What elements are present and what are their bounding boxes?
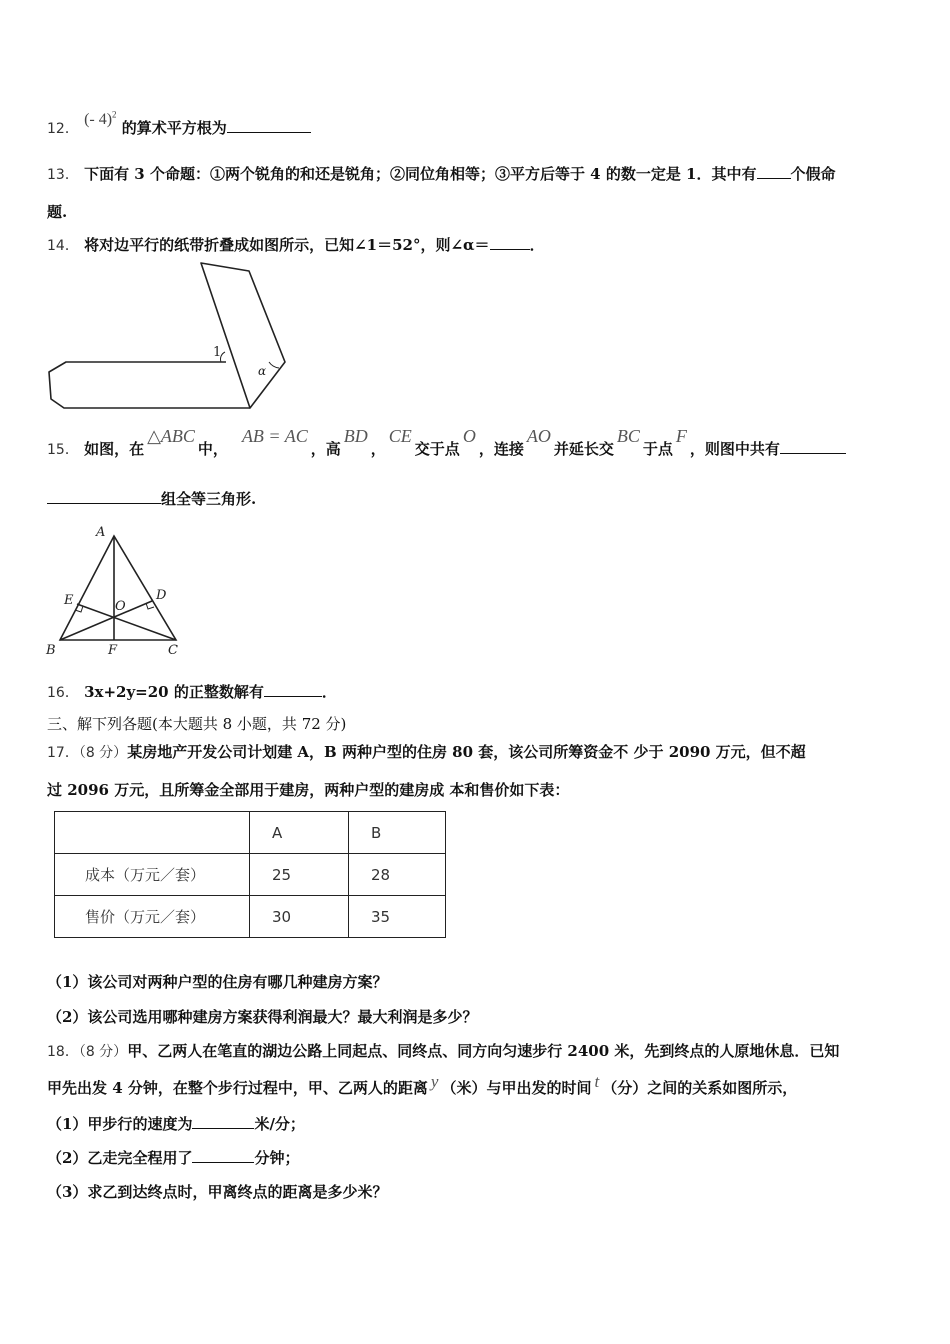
- q15-label-b: B: [46, 643, 56, 658]
- q18-sub1-text: （1）甲步行的速度为: [47, 1115, 193, 1133]
- q14-end: ．: [529, 236, 545, 254]
- q17-sub2: （2）该公司选用哪种建房方案获得利润最大？最大利润是多少？: [47, 1008, 478, 1026]
- table-header-cell: [55, 812, 250, 854]
- q17-line1: 某房地产开发公司计划建 A，B 两种户型的住房 80 套，该公司所筹资金不 少于 2090 万元，但不超: [127, 743, 806, 761]
- q15-answer-blank-2: [47, 489, 161, 504]
- q16-end: ．: [321, 683, 337, 701]
- q18-sub2-text: （2）乙走完全程用了: [47, 1149, 193, 1167]
- q18-score: （8 分）: [78, 1044, 128, 1060]
- q14-angle-alpha-label: α: [258, 364, 267, 378]
- q18-var-t: t: [594, 1072, 600, 1091]
- q15-text: 并延长交: [553, 440, 614, 458]
- question-14: [47, 234, 545, 255]
- q14-number: 14．: [47, 238, 79, 254]
- q15-number: 15．: [47, 442, 79, 458]
- q16-answer-blank: [264, 682, 322, 697]
- q12-number: 12．: [47, 121, 79, 137]
- q15-math-ce: CE: [388, 426, 412, 446]
- q15-triangle-figure: [40, 520, 200, 660]
- q18-sub2: [47, 1147, 299, 1168]
- q15-text: 中，: [197, 440, 228, 458]
- q15-text: 于点: [642, 440, 673, 458]
- q12-text: 的算术平方根为: [121, 119, 227, 137]
- table-row: [55, 854, 446, 896]
- question-17: [47, 741, 806, 762]
- q15-text: ，高: [310, 440, 341, 458]
- q15-math-o: O: [462, 426, 476, 446]
- q13-number: 13．: [47, 167, 79, 183]
- table-header-row: [55, 812, 446, 854]
- q18-sub1-blank: [192, 1114, 254, 1129]
- q13-text: 下面有 3 个命题：①两个锐角的和还是锐角；②同位角相等；③平方后等于 4 的数一定是 1．其中有: [84, 165, 757, 183]
- q14-angle-1-label: 1: [213, 345, 222, 360]
- q15-text: 交于点: [414, 440, 460, 458]
- table-cell: 成本（万元／套）: [55, 854, 250, 896]
- table-cell: 30: [250, 896, 349, 938]
- table-header-cell: B: [349, 812, 446, 854]
- q15-math-bd: BD: [343, 426, 368, 446]
- q18-number: 18．: [47, 1044, 79, 1060]
- table-cell: 25: [250, 854, 349, 896]
- q15-math-f: F: [675, 426, 687, 446]
- q15-label-e: E: [64, 593, 74, 608]
- q15-label-c: C: [168, 643, 178, 658]
- question-16: [47, 681, 337, 702]
- q15-math-bc: BC: [616, 426, 640, 446]
- q12-expression: (- 4)$^2$: [84, 109, 117, 128]
- q18-sub1: [47, 1113, 305, 1134]
- q15-line2: [47, 488, 256, 509]
- q16-number: 16．: [47, 685, 79, 701]
- q15-math-ao: AO: [526, 426, 551, 446]
- q18-line2-text: （米）与甲出发的时间: [441, 1079, 592, 1097]
- q17-score: （8 分）: [78, 745, 128, 761]
- q15-answer-blank: [780, 439, 846, 454]
- table-header-cell: A: [250, 812, 349, 854]
- q15-label-a: A: [96, 525, 106, 540]
- q18-sub2-blank: [192, 1148, 254, 1163]
- q15-text: ，连接: [478, 440, 524, 458]
- q18-line1: 甲、乙两人在笔直的湖边公路上同起点、同终点、同方向匀速步行 2400 米，先到终点的人原地休息．已知: [127, 1042, 840, 1060]
- table-cell: 28: [349, 854, 446, 896]
- q15-label-o: O: [115, 599, 126, 614]
- q17-number: 17．: [47, 745, 79, 761]
- q16-text: 3x+2y=20 的正整数解有: [84, 683, 264, 701]
- cost-price-table: [54, 811, 446, 938]
- q17-sub1: （1）该公司对两种户型的住房有哪几种建房方案？: [47, 973, 388, 991]
- q14-text: 将对边平行的纸带折叠成如图所示，已知∠1＝52°，则∠α＝: [84, 236, 490, 254]
- table-row: [55, 896, 446, 938]
- question-13: [47, 163, 836, 184]
- question-15: [47, 426, 846, 459]
- q12-answer-blank: [227, 118, 311, 133]
- q18-line2-text: （分）之间的关系如图所示，: [602, 1079, 798, 1097]
- q15-label-d: D: [156, 588, 167, 603]
- table-cell: 售价（万元／套）: [55, 896, 250, 938]
- q15-text: ，: [370, 440, 386, 458]
- q18-sub1-unit: 米/分；: [254, 1115, 305, 1133]
- q15-text: ，则图中共有: [689, 440, 780, 458]
- question-12: [47, 109, 311, 138]
- q14-fold-figure: [40, 258, 300, 418]
- q18-var-y: y: [430, 1072, 439, 1091]
- q18-line2-text: 甲先出发 4 分钟，在整个步行过程中，甲、乙两人的距离: [47, 1079, 428, 1097]
- q13-answer-blank: [757, 164, 791, 179]
- q15-math-ab-ac: AB = AC: [241, 426, 308, 446]
- q18-sub2-unit: 分钟；: [254, 1149, 300, 1167]
- q18-line2: [47, 1072, 798, 1098]
- q15-math-triangle: △ABC: [147, 426, 195, 446]
- q17-line2: 过 2096 万元，且所筹金全部用于建房，两种户型的建房成 本和售价如下表：: [47, 781, 570, 799]
- q13-line2: 题.: [47, 203, 68, 221]
- q15-label-f: F: [108, 643, 118, 658]
- q15-text: 如图，在: [84, 440, 145, 458]
- q15-line2-text: 组全等三角形.: [161, 490, 257, 508]
- q13-text-after: 个假命: [790, 165, 836, 183]
- table-cell: 35: [349, 896, 446, 938]
- section-3-title: 三、解下列各题(本大题共 8 小题，共 72 分): [47, 715, 347, 733]
- q14-answer-blank: [490, 235, 530, 250]
- q18-sub3: （3）求乙到达终点时，甲离终点的距离是多少米？: [47, 1183, 388, 1201]
- question-18: [47, 1040, 839, 1061]
